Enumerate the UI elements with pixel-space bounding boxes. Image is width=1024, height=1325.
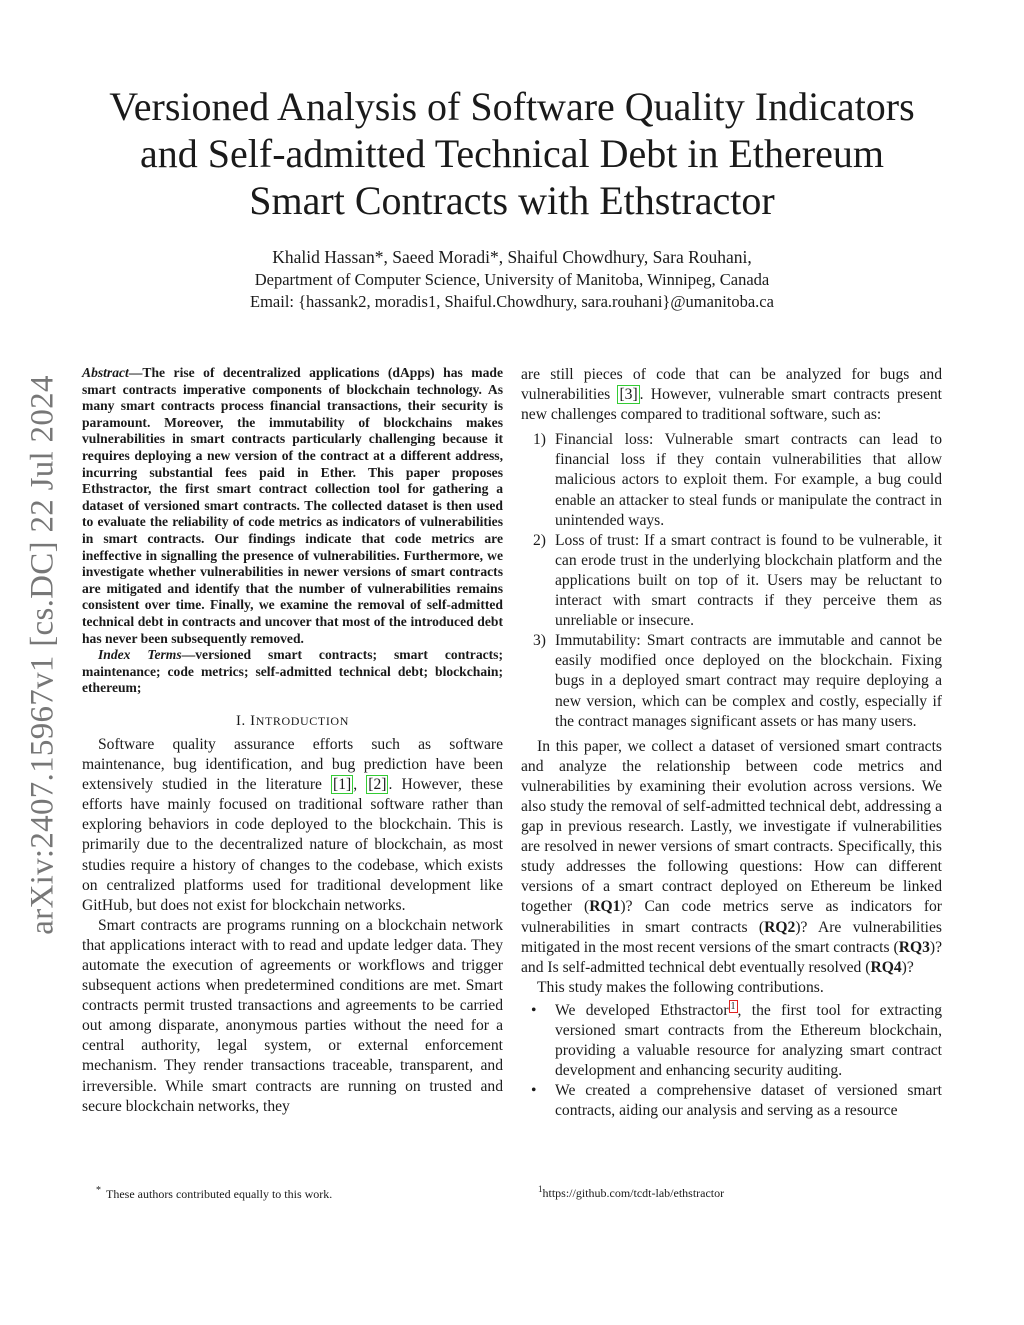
bullet-icon: • [531,1082,537,1100]
footnote-link[interactable]: 1 [730,1000,736,1012]
list-text [555,1001,942,1081]
research-questions-paragraph [521,737,942,978]
rq-label: RQ2 [764,918,796,936]
arxiv-stamp [22,365,64,945]
section-title: INTRODUCTION [250,712,349,729]
list-item [521,1001,942,1081]
paragraph-text: )? Are vulnerabilities mitigated in the most recent versions of the smart contracts ( [521,918,942,956]
paragraph-text: )? and Is self-admitted technical debt eventually resolved ( [521,938,942,976]
author-names: Khalid Hassan*, Saeed Moradi*, Shaiful Chowdhury, Sara Rouhani, [272,247,752,267]
paragraph-text: )? [901,958,914,976]
rq-label: RQ4 [870,958,902,976]
challenges-list [521,430,942,731]
citation-link[interactable]: [2] [368,776,387,794]
rq-label: RQ1 [589,898,621,916]
paragraph-text: , the first tool for extracting versioned smart contracts from the Ethereum blockchain, providing a valuable resource for analyzing smart contract development and enhancing security auditing. [555,1001,942,1080]
list-text: Loss of trust: If a smart contract is found to be vulnerable, it can erode trust in the underlying blockchain platform and the applications built on top of it. Users may be reluctant to interact with smart contracts if they perceive them as unreliable or insecure. [555,531,942,630]
list-text: Financial loss: Vulnerable smart contracts can lead to financial loss if they contain vulnerabilities that allow malicious actors to exploit them. For example, a bug could enable an attacker to steal funds or manipulate the contract in unintended ways. [555,431,942,529]
right-paragraph-1 [521,365,942,425]
email: Email: {hassank2, moradis1, Shaiful.Chowdhury, sara.rouhani}@umanitoba.ca [250,292,774,311]
title-line: Smart Contracts with Ethstractor [249,178,775,223]
title-line: Versioned Analysis of Software Quality Indicators [109,84,915,129]
paragraph-text: . However, vulnerable smart contracts present new challenges compared to traditional software, such as: [521,386,942,424]
index-terms-label: Index Terms [98,647,182,663]
citation-link[interactable]: [1] [333,776,352,794]
footnote-url[interactable]: https://github.com/tcdt-lab/ethstractor [542,1186,725,1200]
index-terms-text: —versioned smart contracts; smart contracts; maintenance; code metrics; self-admitted technical debt; blockchain; ethereum; [82,647,503,696]
list-number: 1) [533,431,546,449]
right-column [521,365,942,1121]
abstract-label: Abstract [82,365,129,380]
paragraph-text: Software quality assurance efforts such as software maintenance, bug identification, and bug prediction have been extensively studied in the literature [82,735,503,794]
list-text [555,1081,942,1121]
contributions-intro: This study makes the following contributions. [537,978,824,996]
footnote-right [538,1184,724,1201]
arxiv-id: arXiv:2407.15967v1 [cs.DC] 22 Jul 2024 [24,375,61,935]
list-text: Immutability: Smart contracts are immutable and cannot be easily modified once deployed on the blockchain. Fixing bugs in a deployed smart contract may require deploying a new version, which can be complex and costly, especially if the contract manages significant assets or has many users. [555,632,942,730]
abstract-text: —The rise of decentralized applications (dApps) has made smart contracts imperative components of blockchain technology. As many smart contracts process financial transactions, their security is paramount. Moreover, the immutability of blockchains makes vulnerabilities in smart contracts particularly challenging because it requires deploying a new version of the contract at a different address, incurring substantial fees paid in Ether. This paper proposes Ethstractor, the first smart contract collection tool for gathering a dataset of versioned smart contracts. The collected dataset is then used to evaluate the reliability of code metrics as indicators of vulnerabilities in smart contracts. Our findings indicate that code metrics are ineffective in signalling the presence of vulnerabilities. Furthermore, we investigate whether vulnerabilities in newer versions of smart contracts are mitigated and identify that the number of vulnerabilities remains consistent over time. Finally, we examine the removal of self-admitted technical debt in contracts and uncover that most of the introduced debt has never been subsequently removed. [82,365,503,646]
footnote-mark: * [96,1185,101,1196]
paragraph-text: . However, these efforts have mainly focused on traditional software rather than exploring behaviors in code deployed to the blockchain. This is primarily due to the decentralized nature of blockchain, as most studies require a history of changes to the codebase, which exists on centralized platforms used for traditional development like GitHub, but does not exist for blockchain networks. [82,776,504,914]
paragraph-text: In this paper, we collect a dataset of versioned smart contracts and analyze the relationship between code metrics and vulnerabilities by examining their evolution across versions. We also study the removal of self-admitted technical debt, addressing a gap in previous research. Lastly, we investigate if vulnerabilities are resolved in newer versions of smart contracts. Specifically, this study addresses the following questions: How can different versions of a smart contract deployed on Ethereum be linked together ( [521,737,942,916]
intro-paragraph-1 [82,735,503,916]
list-number: 2) [533,531,546,549]
paragraph-text: )? Can code metrics serve as indicators for vulnerabilities in smart contracts ( [521,898,943,936]
section-number: I. [236,712,246,729]
footnote-mark: 1 [538,1184,543,1194]
author-block [80,246,944,313]
footnote-left [96,1185,332,1202]
list-item [521,1081,942,1121]
paragraph-text: We created a comprehensive dataset of versioned smart contracts, aiding our analysis and serving as a resource [555,1082,942,1120]
paragraph-text: are still pieces of code that can be analyzed for bugs and vulnerabilities [521,366,942,404]
left-column [82,365,503,1117]
rq-label: RQ3 [898,938,930,956]
list-item [521,531,942,631]
citation-link[interactable]: [3] [619,386,638,404]
bullet-icon: • [531,1001,537,1019]
list-item [521,430,942,530]
contributions-list [521,1001,942,1122]
section-heading [82,711,503,731]
paper-title [80,83,944,224]
intro-paragraph-2: Smart contracts are programs running on a blockchain network that applications interact with to read and update ledger data. They automate the execution of agreements or workflows and trigger subsequent actions when predetermined conditions are met. Smart contracts permit trusted transactions and agreements to be carried out among disparate, anonymous parties without the need for a central authority, legal system, or external enforcement mechanism. They render transactions traceable, transparent, and irreversible. While smart contracts are running on trusted and secure blockchain networks, they [82,916,503,1115]
affiliation: Department of Computer Science, University of Manitoba, Winnipeg, Canada [254,270,770,289]
paragraph-text: , [353,776,367,794]
paragraph-text: We developed Ethstractor [555,1001,729,1019]
title-line: and Self-admitted Technical Debt in Ethereum [140,131,884,176]
footnote-text: These authors contributed equally to this work. [106,1187,333,1201]
index-terms [82,647,503,697]
list-number: 3) [533,632,546,650]
abstract [82,365,503,647]
list-item [521,631,942,731]
